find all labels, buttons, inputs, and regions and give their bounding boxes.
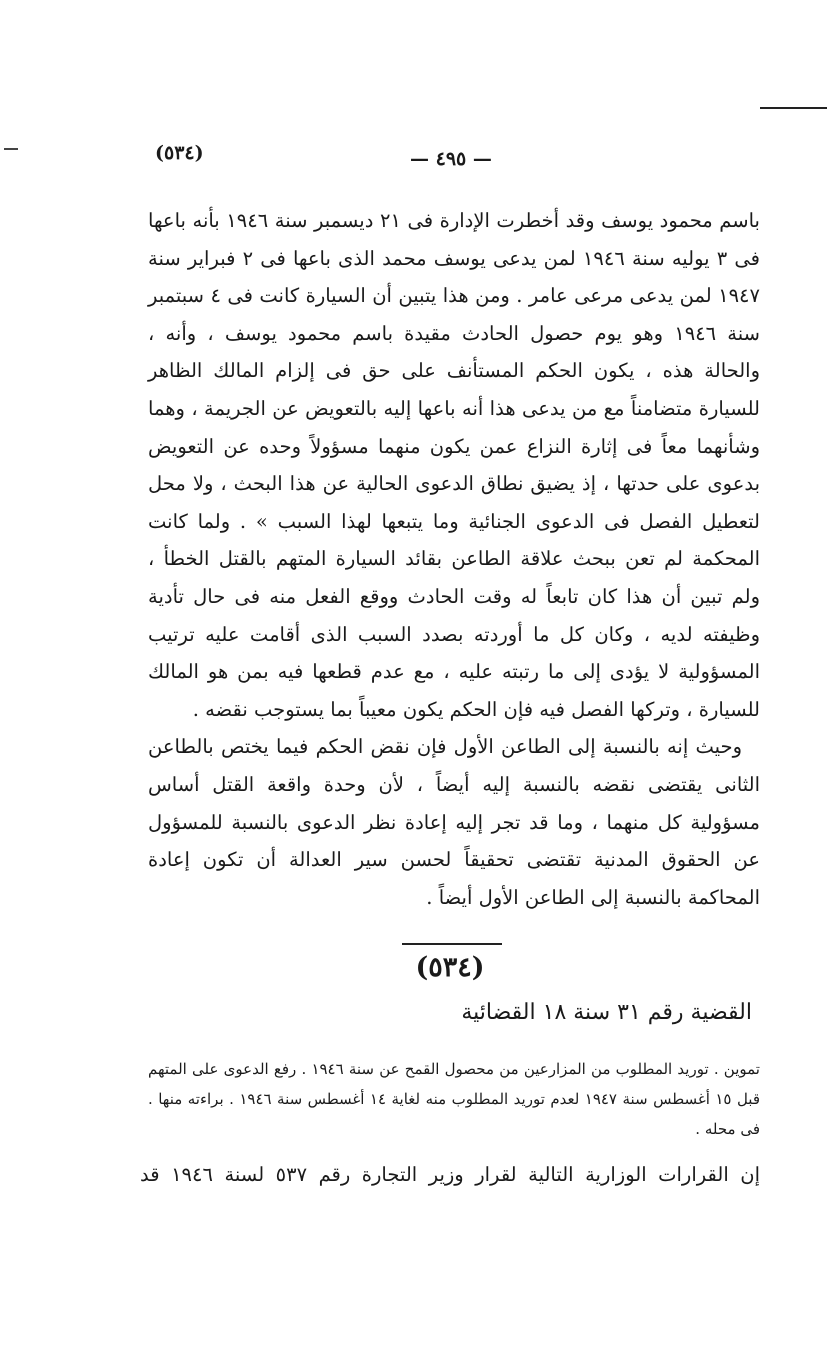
case-summary xyxy=(148,1054,760,1144)
page-header xyxy=(155,140,755,180)
scan-edge-line xyxy=(760,107,827,109)
case-title: القضية رقم ٣١ سنة ١٨ القضائية xyxy=(461,1000,752,1025)
judgment-body xyxy=(148,202,760,916)
running-case-reference: (٥٣٤) xyxy=(155,142,204,164)
paragraph-first-appellant: وحيث إنه بالنسبة إلى الطاعن الأول فإن نقض الحكم فيما يختص بالطاعن الثانى يقتضى نقضه بالنسبة إليه أيضاً ، لأن وحدة واقعة القتل أساس مسؤولية كل منهما ، وما قد تجر إليه إعادة نظر الدعوى بالنسبة للمسؤول عن الحقوق المدنية تقتضى تحقيقاً لحسن سير العدالة أن تكون إعادة المحاكمة بالنسبة إلى الطاعن الأول أيضاً . xyxy=(148,735,760,909)
judgment-opening-line: إن القرارات الوزارية التالية لقرار وزير التجارة رقم ٥٣٧ لسنة ١٩٤٦ قد xyxy=(140,1163,760,1186)
paragraph-reasoning: باسم محمود يوسف وقد أخطرت الإدارة فى ٢١ ديسمبر سنة ١٩٤٦ بأنه باعها فى ٣ يوليه سنة ١٩٤٦ لمن يدعى يوسف محمد الذى باعها فى ٢ فبراير سنة ١٩٤٧ لمن يدعى مرعى عامر . ومن هذا يتبين أن السيارة كانت فى ٤ سبتمبر سنة ١٩٤٦ وهو يوم حصول الحادث مقيدة باسم محمود يوسف ، وأنه ، والحالة هذه ، يكون الحكم المستأنف على حق فى إلزام المالك الظاهر للسيارة متضامناً مع من يدعى هذا أنه باعها إليه بالتعويض عن الجريمة ، وهما وشأنهما معاً فى إثارة النزاع عمن يكون منهما مسؤولاً وحده عن التعويض بدعوى على حدتها ، إذ يضيق نطاق الدعوى الحالية عن هذا البحث ، ولا محل لتعطيل الفصل فى الدعوى الجنائية وما يتبعها لهذا السبب » . ولما كانت المحكمة لم تعن ببحث علاقة الطاعن بقائد السيارة المتهم بالقتل الخطأ ، ولم تبين أن هذا كان تابعاً له وقت الحادث ووقع الفعل منه فى حال تأدية وظيفته لديه ، وكان كل ما أوردته بصدد السبب الذى أقامت عليه ترتيب المسؤولية لا يؤدى إلى ما رتبته عليه ، مع عدم قطعها فيه بمن هو المالك للسيارة ، وتركها الفصل فيه فإن الحكم يكون معيباً بما يستوجب نقضه . xyxy=(148,209,760,721)
page-number: — ٤٩٥ — xyxy=(410,148,492,170)
case-summary-text: تموين . توريد المطلوب من المزارعين من محصول القمح عن سنة ١٩٤٦ . رفع الدعوى على المتهم قبل ١٥ أغسطس سنة ١٩٤٧ لعدم توريد المطلوب منه لغاية ١٤ أغسطس سنة ١٩٤٦ . براءته منها . فى محله . xyxy=(148,1060,761,1138)
section-divider xyxy=(402,943,502,945)
scan-mark xyxy=(4,148,18,150)
case-number: (٥٣٤) xyxy=(415,952,485,983)
